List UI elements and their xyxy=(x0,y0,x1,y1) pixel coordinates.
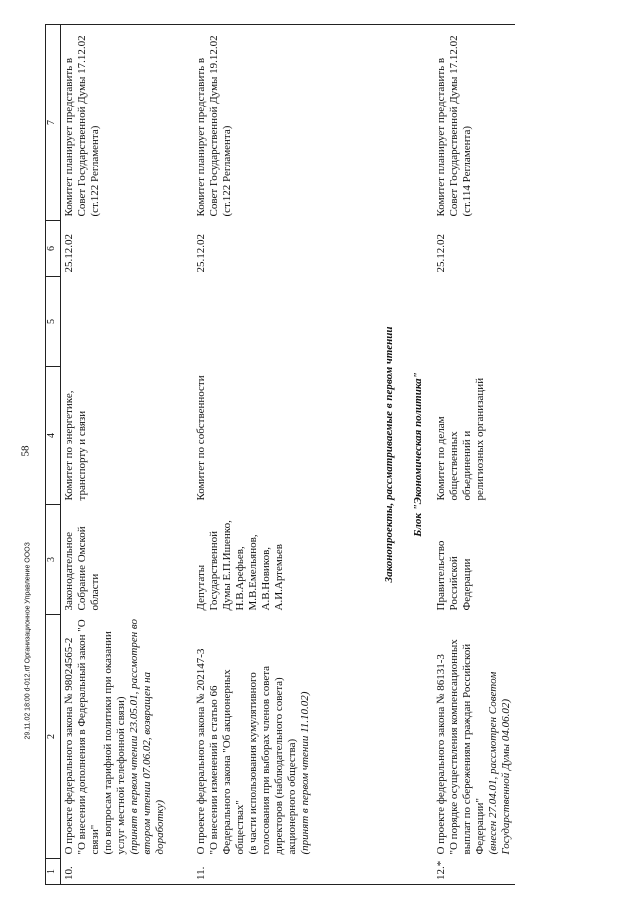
table-row xyxy=(61,25,194,885)
bill-title-line: (по вопросам тарифной политики при оказании услуг местной телефонной связи) xyxy=(101,631,127,855)
section-heading-row xyxy=(375,25,404,885)
date-cell: 25.12.02 xyxy=(434,234,447,273)
plan-cell: Комитет планирует представить в Совет Государственной Думы 19.12.02 (ст.122 Регламента) xyxy=(193,25,375,221)
initiator: Депутаты Государственной Думы Е.П.Ишенко, Н.В.Арефьев, М.В.Емельянов, А.В.Новиков, А.И.Артемьев xyxy=(195,520,285,611)
bill-title-line: (в части использования кумулятивного голосования при выборах членов совета директоров (наблюдательного совета) акционерного общества) xyxy=(246,665,298,855)
header-col-5: 5 xyxy=(46,277,61,367)
date-cell: 25.12.02 xyxy=(195,234,207,273)
bill-title-line: О проекте федерального закона № 86131-3 xyxy=(434,654,447,855)
bill-title-line: О проекте федерального закона № 98024565-2 xyxy=(63,637,75,855)
bill-status-note: (принят в первом чтении 11.10.02) xyxy=(298,691,311,855)
plan-cell: Комитет планирует представить в Совет Государственной Думы 17.12.02 (ст.122 Регламента) xyxy=(61,25,194,221)
row-number: 12.* xyxy=(433,859,515,885)
row-number: 10. xyxy=(61,859,194,885)
page-number: 58 xyxy=(19,445,32,457)
responsible-committee: Комитет по собственности xyxy=(195,375,207,501)
bill-status-note: (внесен 27.04.01, рассмотрен Советом Государственной Думы 04.06.02) xyxy=(486,671,512,855)
initiator: Законодательное Собрание Омской области xyxy=(63,526,101,611)
date-cell: 25.12.02 xyxy=(63,234,75,273)
bill-description xyxy=(433,615,515,859)
header-col-3: 3 xyxy=(46,505,61,615)
section-heading: Законопроекты, рассматриваемые в первом чтении xyxy=(375,25,404,885)
block-heading-row xyxy=(404,25,433,885)
rotated-table-page xyxy=(45,15,635,885)
responsible-committee: Комитет по энергетике, транспорту и связи xyxy=(63,390,88,501)
bill-title-line: "О внесении дополнения в Федеральный закон "О связи" xyxy=(75,619,101,855)
table-row xyxy=(433,25,515,885)
bill-title-line: "О порядке осуществления компенсационных выплат по сбережениям граждан Российской Федерации" xyxy=(447,639,486,855)
responsible-committee: Комитет по делам общественных объединений и религиозных организаций xyxy=(434,377,486,501)
header-col-4: 4 xyxy=(46,367,61,505)
row-number: 11. xyxy=(193,859,375,885)
initiator: Правительство Российской Федерации xyxy=(434,540,473,611)
footer-text: 29.11.02 18:00 d-012.rtf Организационное Управление ОООЗ xyxy=(24,542,32,740)
table-header-row xyxy=(46,25,61,885)
bill-description xyxy=(61,615,194,859)
col5-cell xyxy=(433,277,515,367)
header-col-7: 7 xyxy=(46,25,61,221)
header-col-2: 2 xyxy=(46,615,61,859)
bill-title-line: О проекте федерального закона № 202147-3 xyxy=(195,648,207,855)
plan-cell: Комитет планирует представить в Совет Государственной Думы 17.12.02 (ст.114 Регламента) xyxy=(433,25,515,221)
bill-title-line: "О внесении изменений в статью 66 Федерального закона "Об акционерных обществах" xyxy=(207,669,246,855)
bill-description xyxy=(193,615,375,859)
col5-cell xyxy=(61,277,194,367)
block-heading: Блок "Экономическая политика" xyxy=(404,25,433,885)
header-col-1: 1 xyxy=(46,859,61,885)
bill-status-note: (принят в первом чтении 23.05.01, рассмотрен во втором чтении 07.06.02, возвращен на доработку) xyxy=(127,618,166,855)
col5-cell xyxy=(193,277,375,367)
table-row xyxy=(193,25,375,885)
header-col-6: 6 xyxy=(46,221,61,277)
bills-table xyxy=(45,24,515,885)
